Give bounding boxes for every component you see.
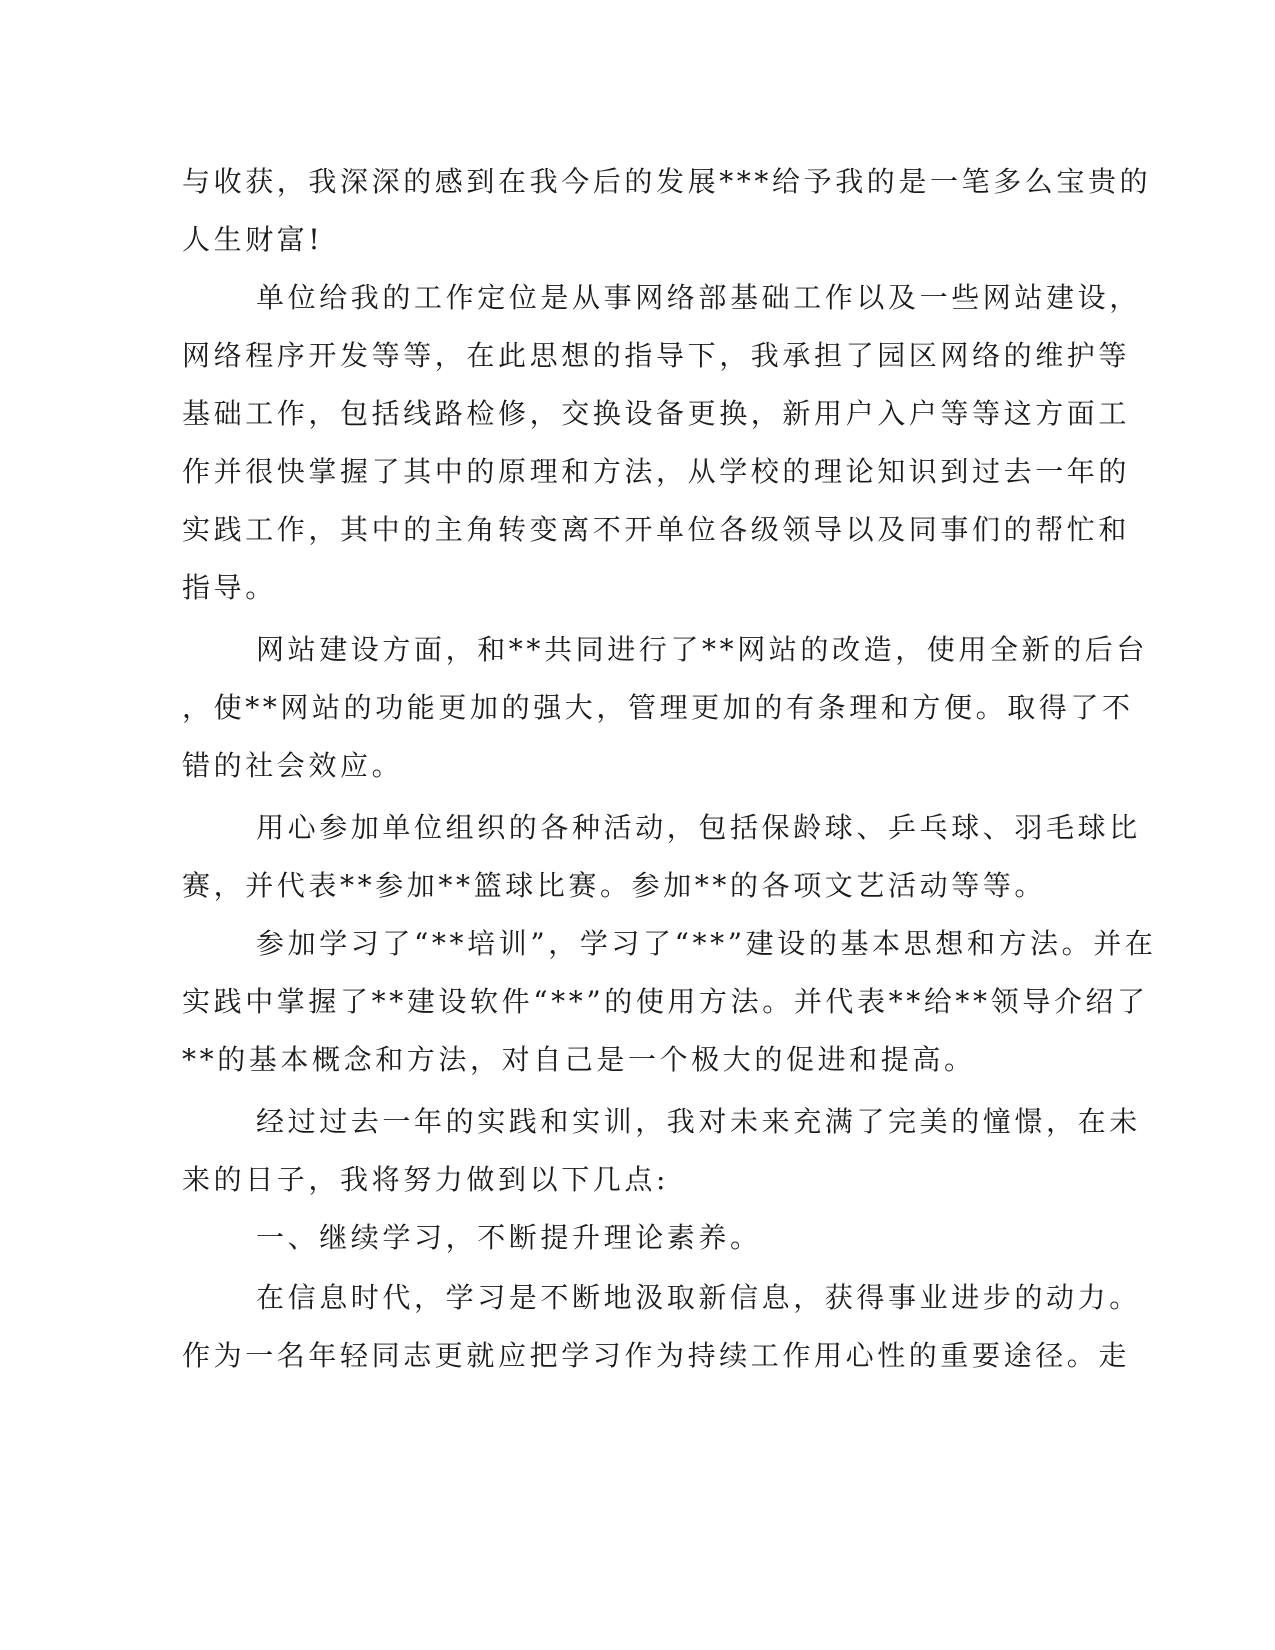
text-line: 人生财富! <box>182 223 324 256</box>
text-line: 基础工作，包括线路检修，交换设备更换，新用户入户等等这方面工 <box>182 397 1131 430</box>
text-line: 作并很快掌握了其中的原理和方法，从学校的理论知识到过去一年的 <box>182 455 1131 488</box>
paragraph-first-line: 经过过去一年的实践和实训，我对未来充满了完美的憧憬，在未 <box>256 1105 1141 1138</box>
text-line: 实践中掌握了**建设软件“**”的使用方法。并代表**给**领导介绍了 <box>182 985 1149 1018</box>
text-line: 与收获，我深深的感到在我今后的发展***给予我的是一笔多么宝贵的 <box>182 165 1152 198</box>
paragraph-first-line: 用心参加单位组织的各种活动，包括保龄球、乒乓球、羽毛球比 <box>256 811 1141 844</box>
text-line: 指导。 <box>182 571 277 604</box>
text-line: 作为一名年轻同志更就应把学习作为持续工作用心性的重要途径。走 <box>182 1339 1131 1372</box>
text-line: 实践工作，其中的主角转变离不开单位各级领导以及同事们的帮忙和 <box>182 513 1131 546</box>
text-line: ，使**网站的功能更加的强大，管理更加的有条理和方便。取得了不 <box>182 691 1134 724</box>
text-line: 来的日子，我将努力做到以下几点: <box>182 1163 670 1196</box>
paragraph-first-line: 单位给我的工作定位是从事网络部基础工作以及一些网站建设， <box>256 281 1141 314</box>
paragraph-first-line: 在信息时代，学习是不断地汲取新信息，获得事业进步的动力。 <box>256 1281 1141 1314</box>
text-line: **的基本概念和方法，对自己是一个极大的促进和提高。 <box>182 1043 976 1076</box>
paragraph-first-line: 网站建设方面，和**共同进行了**网站的改造，使用全新的后台 <box>256 633 1149 666</box>
text-line: 网络程序开发等等，在此思想的指导下，我承担了园区网络的维护等 <box>182 339 1131 372</box>
paragraph-first-line: 参加学习了“**培训”，学习了“**”建设的基本思想和方法。并在 <box>256 927 1157 960</box>
paragraph-first-line: 一、继续学习，不断提升理论素养。 <box>256 1221 762 1254</box>
text-line: 错的社会效应。 <box>182 749 404 782</box>
text-line: 赛，并代表**参加**篮球比赛。参加**的各项文艺活动等等。 <box>182 869 1047 902</box>
